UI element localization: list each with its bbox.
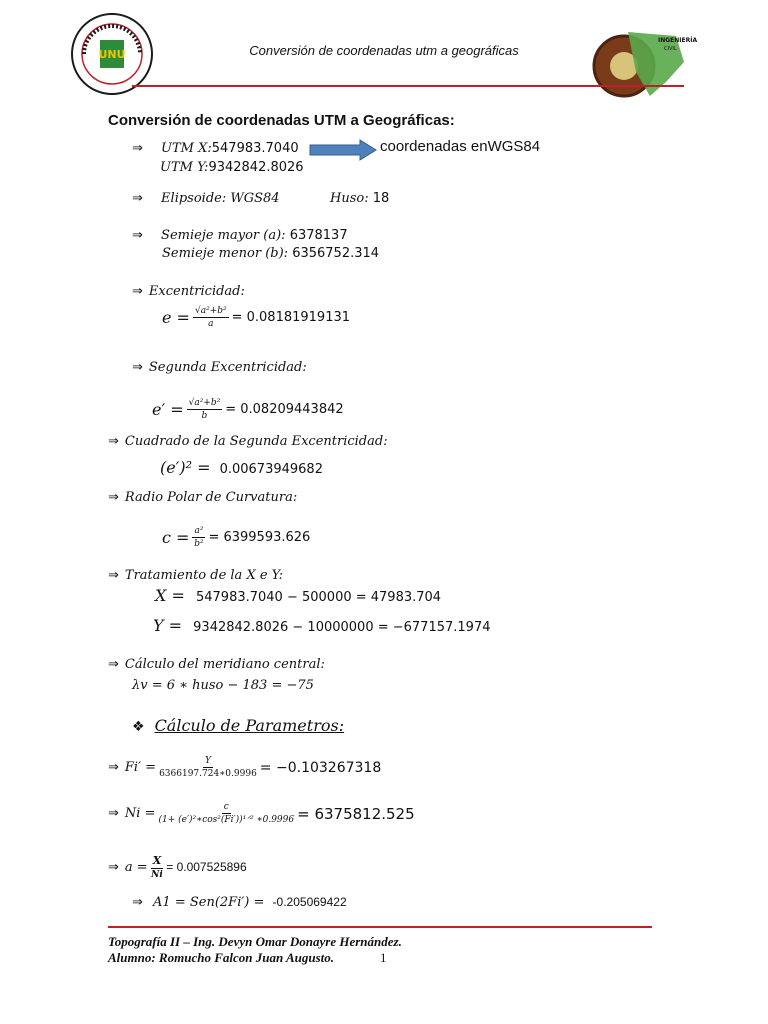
square-second-heading-text: Cuadrado de la Segunda Excentricidad:	[124, 434, 388, 449]
parameters-heading	[132, 716, 344, 735]
a-lhs: a =	[124, 859, 148, 875]
semiaxis-major-label: Semieje mayor (a):	[161, 228, 286, 243]
ni-denominator: (1+ (e′)²∗cos²(Fi′))¹ᐟ² ∗0.9996	[158, 815, 295, 825]
x-treatment-lhs: X =	[155, 586, 185, 605]
huso-label: Huso:	[330, 191, 369, 206]
eccentricity-result: = 0.08181919131	[231, 310, 351, 325]
ellipsoid-value: WGS84	[230, 191, 280, 206]
implies-symbol: ⇒	[108, 568, 119, 583]
y-treatment-formula	[153, 616, 491, 635]
page-number: 1	[380, 950, 387, 965]
eccentricity-numerator: √a²+b²	[194, 306, 227, 316]
a1-expression: A1 = Sen(2Fi′) =	[153, 895, 265, 910]
eccentricity-lhs: e =	[162, 308, 190, 327]
fi-lhs: Fi′ =	[124, 760, 157, 775]
xy-treatment-heading-text: Tratamiento de la X e Y:	[124, 568, 284, 583]
xy-treatment-heading	[108, 568, 283, 583]
eccentricity-denominator: a	[208, 319, 214, 329]
header-rule	[132, 85, 684, 87]
implies-symbol: ⇒	[108, 859, 119, 875]
second-eccentricity-formula	[152, 398, 344, 421]
y-treatment-lhs: Y =	[153, 616, 183, 635]
utm-y-value: 9342842.8026	[208, 160, 304, 175]
huso-row	[330, 191, 389, 206]
polar-radius-heading-text: Radio Polar de Curvatura:	[124, 490, 298, 505]
huso-value: 18	[372, 191, 390, 206]
footer-line-1: Topografía II – Ing. Devyn Omar Donayre Hernández.	[108, 934, 402, 949]
parameters-heading-text: Cálculo de Parametros:	[154, 716, 345, 735]
utm-x-value: 547983.7040	[211, 141, 299, 156]
polar-radius-result: = 6399593.626	[208, 530, 311, 545]
eccentricity-formula	[162, 306, 350, 329]
x-treatment-formula	[155, 586, 441, 605]
footer-rule	[108, 926, 652, 928]
implies-symbol: ⇒	[132, 191, 143, 206]
semiaxis-minor-label: Semieje menor (b):	[162, 246, 289, 261]
central-meridian-heading	[108, 657, 325, 672]
header-title: Conversión de coordenadas utm a geográficas	[249, 43, 519, 58]
polar-radius-numerator: a²	[194, 526, 204, 536]
ni-numerator: c	[223, 802, 229, 812]
utm-x-row	[132, 141, 299, 156]
eccentricity-heading-text: Excentricidad:	[148, 284, 245, 299]
semiaxis-major-value: 6378137	[289, 228, 348, 243]
svg-text:INGENIERÍA: INGENIERÍA	[658, 37, 698, 44]
utm-x-label: UTM X:	[161, 141, 212, 156]
svg-text:UNU: UNU	[98, 48, 126, 61]
a1-formula	[132, 895, 347, 910]
implies-symbol: ⇒	[108, 657, 119, 672]
polar-radius-heading	[108, 490, 297, 505]
square-second-formula	[160, 458, 323, 477]
implies-symbol: ⇒	[132, 228, 143, 243]
central-meridian-formula: λv = 6 ∗ huso − 183 = −75	[132, 678, 314, 693]
right-arrow-icon	[310, 140, 376, 160]
fi-denominator: 6366197.724∗0.9996	[159, 769, 257, 779]
implies-symbol: ⇒	[108, 806, 119, 821]
implies-symbol: ⇒	[132, 895, 143, 910]
second-eccentricity-result: = 0.08209443842	[225, 402, 344, 417]
second-eccentricity-lhs: e′ =	[152, 400, 184, 419]
civil-engineering-logo	[588, 22, 698, 106]
ni-result: = 6375812.525	[297, 804, 415, 823]
a-numerator: X	[152, 854, 162, 867]
ellipsoid-row	[132, 191, 280, 206]
semiaxis-minor-value: 6356752.314	[292, 246, 380, 261]
implies-symbol: ⇒	[132, 360, 143, 375]
svg-text:CIVIL: CIVIL	[664, 46, 677, 52]
semiaxis-major-row	[132, 228, 348, 243]
implies-symbol: ⇒	[108, 490, 119, 505]
fi-formula	[108, 756, 381, 779]
second-eccentricity-denominator: b	[201, 411, 208, 421]
second-eccentricity-numerator: √a²+b²	[188, 398, 221, 408]
fi-result: = −0.103267318	[259, 759, 382, 776]
ni-lhs: Ni =	[124, 806, 156, 821]
fi-numerator: Y	[204, 756, 211, 766]
polar-radius-formula	[162, 526, 310, 549]
implies-symbol: ⇒	[132, 284, 143, 299]
square-second-value: 0.00673949682	[219, 462, 323, 477]
section-title: Conversión de coordenadas UTM a Geográficas:	[108, 112, 455, 129]
semiaxis-minor-row	[162, 246, 379, 261]
a-denominator: Ni	[151, 870, 163, 880]
diamond-bullet-icon: ❖	[132, 719, 145, 735]
a-result: = 0.007525896	[166, 860, 247, 874]
a-formula	[108, 854, 247, 880]
utm-y-row	[160, 160, 304, 175]
implies-symbol: ⇒	[132, 141, 143, 156]
utm-y-label: UTM Y:	[160, 160, 209, 175]
second-eccentricity-heading-text: Segunda Excentricidad:	[148, 360, 307, 375]
implies-symbol: ⇒	[108, 760, 119, 775]
square-second-lhs: (e′)² =	[160, 458, 211, 477]
eccentricity-heading	[132, 284, 245, 299]
polar-radius-denominator: b²	[194, 539, 204, 549]
implies-symbol: ⇒	[108, 434, 119, 449]
second-eccentricity-heading	[132, 360, 307, 375]
x-treatment-expression: 547983.7040 − 500000 = 47983.704	[195, 590, 442, 605]
a1-value: -0.205069422	[272, 895, 347, 909]
y-treatment-expression: 9342842.8026 − 10000000 = −677157.1974	[193, 620, 491, 635]
ellipsoid-label: Elipsoide:	[161, 191, 227, 206]
ni-formula	[108, 802, 415, 825]
wgs84-arrow-label: coordenadas enWGS84	[380, 138, 541, 155]
central-meridian-heading-text: Cálculo del meridiano central:	[124, 657, 325, 672]
footer-line-2: Alumno: Romucho Falcon Juan Augusto.	[108, 950, 335, 965]
polar-radius-lhs: c =	[162, 528, 190, 547]
square-second-heading	[108, 434, 388, 449]
